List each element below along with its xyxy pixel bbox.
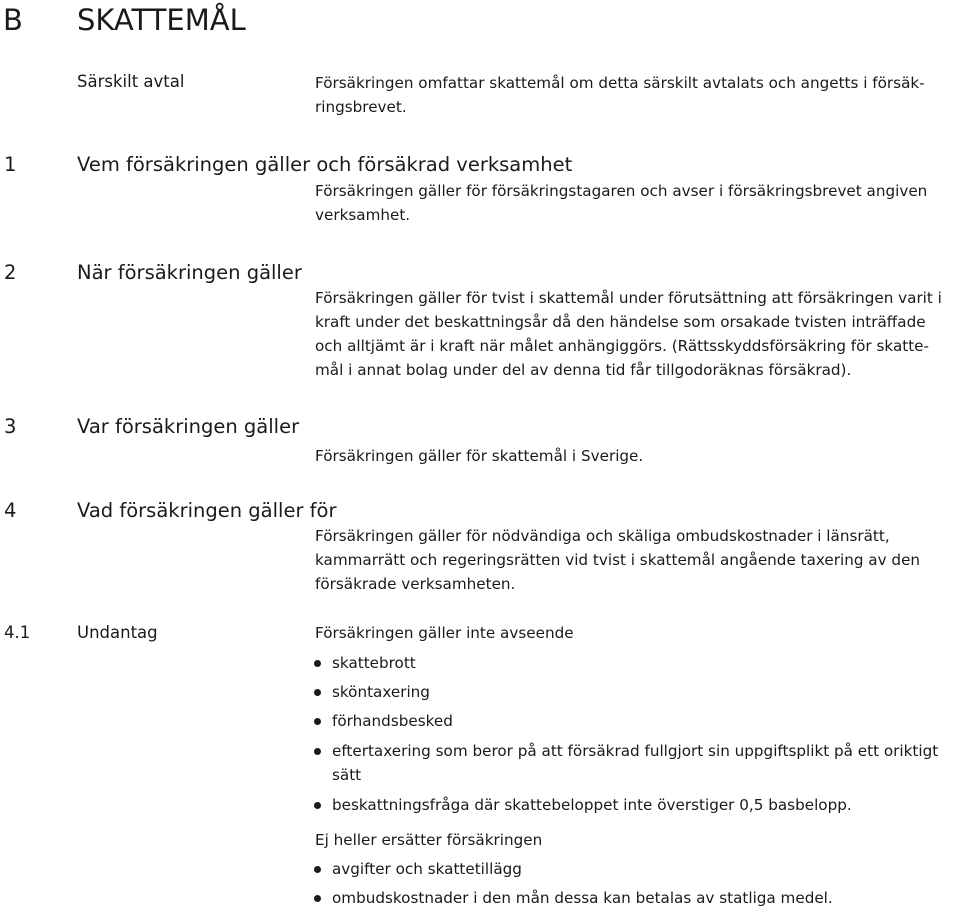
exclusions-intro: Försäkringen gäller inte avseende — [315, 624, 574, 642]
section-1-number: 1 — [4, 153, 17, 176]
list-item: beskattningsfråga där skattebeloppet inte överstiger 0,5 basbelopp. — [313, 793, 960, 817]
list-item: eftertaxering som beror på att försäkrad fullgjort sin uppgiftsplikt på ett oriktigt sätt — [313, 739, 960, 787]
bullet-icon — [314, 689, 321, 696]
list-item: avgifter och skattetillägg — [313, 857, 960, 881]
bullet-icon — [314, 718, 321, 725]
exclusions-list-2 — [313, 857, 960, 910]
section-3-text: Försäkringen gäller för skattemål i Sverige. — [315, 447, 644, 465]
list-item: förhandsbesked — [313, 709, 960, 733]
bullet-icon — [314, 748, 321, 755]
bullet-icon — [314, 895, 321, 902]
bullet-icon — [314, 802, 321, 809]
special-agreement-label: Särskilt avtal — [77, 72, 185, 91]
section-2-title: När försäkringen gäller — [77, 261, 302, 284]
part-letter: B — [3, 3, 23, 37]
part-title: SKATTEMÅL — [77, 3, 246, 37]
section-3-number: 3 — [4, 415, 17, 438]
subsection-number: 4.1 — [4, 623, 31, 642]
subsection-title: Undantag — [77, 623, 158, 642]
list-item: sköntaxering — [313, 680, 960, 704]
section-1-text: Försäkringen gäller för försäkringstagaren och avser i försäkringsbrevet angiven verksamhet. — [315, 182, 928, 224]
exclusions-intro-2: Ej heller ersätter försäkringen — [315, 831, 543, 849]
bullet-icon — [314, 866, 321, 873]
section-1-title: Vem försäkringen gäller och försäkrad verksamhet — [77, 153, 573, 176]
section-4-number: 4 — [4, 499, 17, 522]
section-2-number: 2 — [4, 261, 17, 284]
list-item: skattebrott — [313, 651, 960, 675]
section-3-title: Var försäkringen gäller — [77, 415, 300, 438]
section-4-title: Vad försäkringen gäller för — [77, 499, 337, 522]
exclusions-list — [313, 651, 960, 817]
special-agreement-text: Försäkringen omfattar skattemål om detta särskilt avtalats och angetts i försäk- ringsbrevet. — [315, 74, 925, 116]
section-4-text: Försäkringen gäller för nödvändiga och skäliga ombudskostnader i länsrätt, kammarrätt och regeringsrätten vid tvist i skattemål angående taxering av den försäkrade verksamheten. — [315, 527, 921, 593]
section-2-text: Försäkringen gäller för tvist i skattemål under förutsättning att försäkringen varit i kraft under det beskattningsår då den händelse som orsakade tvisten inträffade och alltjämt är i kraft när målet anhängiggörs. (Rättsskyddsförsäkring för skatte- mål i annat bolag under del av denna tid får tillgodoräknas försäkrad). — [315, 289, 942, 379]
bullet-icon — [314, 660, 321, 667]
list-item: ombudskostnader i den mån dessa kan betalas av statliga medel. — [313, 886, 960, 910]
